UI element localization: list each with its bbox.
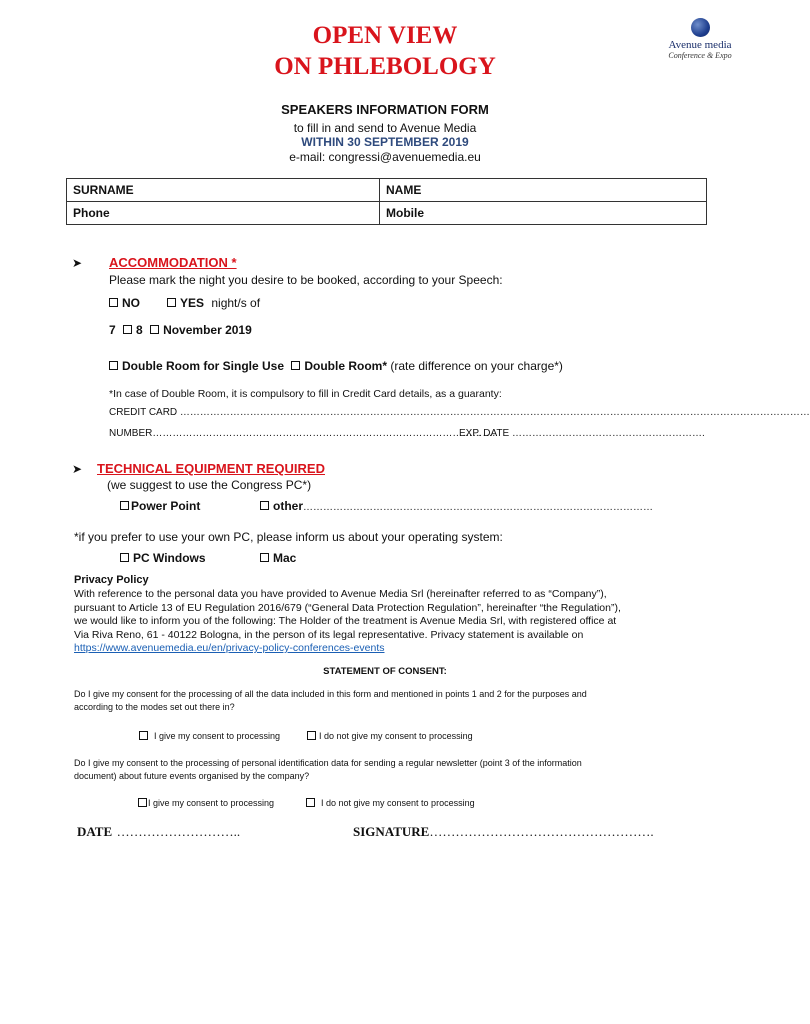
other-label: other (273, 499, 303, 513)
guaranty-note: *In case of Double Room, it is compulsory to fill in Credit Card details, as a guaranty: (109, 388, 502, 400)
form-instruction: to fill in and send to Avenue Media (293, 121, 477, 135)
event-title-line1: OPEN VIEW (312, 22, 458, 49)
yes-checkbox[interactable] (167, 298, 176, 307)
privacy-line: we would like to inform you of the following: The Holder of the treatment is Avenue Media Srl, with registered office at (74, 615, 617, 627)
q2-give-option[interactable] (138, 798, 274, 808)
consent-question-1 (74, 688, 587, 714)
signature-field[interactable] (353, 823, 654, 841)
exp-date-field[interactable]: EXP. DATE …………………………………………………. (459, 428, 705, 439)
month-year-label: November 2019 (163, 323, 252, 337)
q1-not-give-checkbox[interactable] (307, 731, 316, 740)
accommodation-prompt: Please mark the night you desire to be booked, according to your Speech: (109, 273, 503, 287)
double-single-checkbox[interactable] (109, 361, 118, 370)
technical-title: TECHNICAL EQUIPMENT REQUIRED (97, 461, 325, 476)
arrow-bullet-icon: ➤ (72, 462, 83, 476)
privacy-title: Privacy Policy (74, 574, 149, 586)
avenue-media-logo (650, 18, 750, 60)
signature-dots: ……………………………………………. (429, 824, 654, 839)
date-field[interactable] (77, 823, 240, 841)
power-point-option[interactable] (120, 499, 200, 513)
event-title-line2: ON PHLEBOLOGY (274, 53, 496, 80)
logo-name: Avenue media (668, 39, 732, 51)
q1-not-give-label: I do not give my consent to processing (319, 731, 473, 741)
pc-windows-checkbox[interactable] (120, 553, 129, 562)
q2-not-give-label: I do not give my consent to processing (321, 798, 475, 808)
consent-q2-line: Do I give my consent to the processing of personal identification data for sending a regular newsletter (point 3 of the information (74, 758, 582, 768)
day2-checkbox[interactable] (150, 325, 159, 334)
other-option[interactable] (260, 499, 653, 513)
form-deadline: WITHIN 30 SEPTEMBER 2019 (301, 135, 469, 149)
name-field[interactable]: NAME (380, 179, 707, 202)
accommodation-title: ACCOMMODATION * (109, 255, 237, 270)
mac-option[interactable] (260, 551, 296, 565)
nights-suffix: night/s of (211, 296, 261, 310)
arrow-bullet-icon: ➤ (72, 256, 83, 270)
surname-field[interactable]: SURNAME (67, 179, 380, 202)
power-point-checkbox[interactable] (120, 501, 129, 510)
night-no-option[interactable] (109, 296, 140, 310)
pc-windows-label: PC Windows (133, 551, 206, 565)
form-heading: SPEAKERS INFORMATION FORM (281, 102, 489, 117)
other-checkbox[interactable] (260, 501, 269, 510)
signature-label: SIGNATURE (353, 824, 430, 839)
power-point-label: Power Point (131, 499, 201, 513)
privacy-line: Via Riva Reno, 61 - 40122 Bologna, in the person of its legal representative. Privacy statement is available on (74, 628, 584, 641)
date-dots: ……………………….. (116, 824, 241, 839)
globe-icon (691, 18, 710, 37)
consent-title: STATEMENT OF CONSENT: (323, 666, 447, 677)
form-email: e-mail: congressi@avenuemedia.eu (289, 150, 481, 164)
yes-label: YES (180, 296, 205, 310)
q1-give-checkbox[interactable] (139, 731, 148, 740)
q2-give-checkbox[interactable] (138, 798, 147, 807)
day2-label: 8 (136, 323, 143, 337)
pc-windows-option[interactable] (120, 551, 206, 565)
mac-checkbox[interactable] (260, 553, 269, 562)
privacy-line: With reference to the personal data you have provided to Avenue Media Srl (hereinafter referred to as “Company”), (74, 588, 607, 600)
q1-give-option[interactable] (139, 731, 280, 741)
q1-give-label: I give my consent to processing (154, 731, 281, 741)
no-checkbox[interactable] (109, 298, 118, 307)
card-number-field[interactable]: NUMBER………………………………………………………………………………………….. (109, 428, 498, 439)
mobile-field[interactable]: Mobile (380, 202, 707, 225)
mac-label: Mac (273, 551, 297, 565)
other-dots: …………………………………………………………………………………………… (303, 502, 653, 513)
privacy-line: pursuant to Article 13 of EU Regulation 2016/679 (“General Data Protection Regulation”, hereinafter “the Regulation”), (74, 601, 621, 614)
no-label: NO (122, 296, 140, 310)
rate-note: (rate difference on your charge*) (390, 359, 563, 373)
consent-q1-line: according to the modes set out there in? (74, 702, 235, 712)
privacy-policy-link[interactable]: https://www.avenuemedia.eu/en/privacy-policy-conferences-events (74, 642, 385, 654)
consent-question-2 (74, 757, 582, 783)
own-pc-note: *if you prefer to use your own PC, please inform us about your operating system: (74, 530, 503, 544)
speaker-info-table (66, 178, 707, 225)
double-room-label: Double Room* (304, 359, 388, 373)
night-yes-option[interactable] (167, 296, 260, 310)
phone-field[interactable]: Phone (67, 202, 380, 225)
day1-label: 7 (109, 323, 116, 337)
consent-q2-line: document) about future events organised by the company? (74, 771, 310, 781)
q2-not-give-option[interactable] (306, 798, 475, 808)
logo-subtitle: Conference & Expo (668, 51, 732, 60)
q1-not-give-option[interactable] (307, 731, 473, 741)
double-room-checkbox[interactable] (291, 361, 300, 370)
consent-q1-line: Do I give my consent for the processing of all the data included in this form and mentioned in points 1 and 2 for the purposes and (74, 689, 587, 699)
q2-not-give-checkbox[interactable] (306, 798, 315, 807)
technical-suggest: (we suggest to use the Congress PC*) (107, 478, 312, 492)
room-type-row (109, 359, 563, 373)
date-label: DATE (77, 824, 113, 839)
double-single-label: Double Room for Single Use (122, 359, 285, 373)
privacy-text (74, 588, 621, 656)
dates-row (109, 323, 252, 337)
q2-give-label: I give my consent to processing (148, 798, 275, 808)
day1-checkbox[interactable] (123, 325, 132, 334)
credit-card-field[interactable]: CREDIT CARD ……………………………………………………………………………………………………………………………………………………………………… (109, 407, 810, 418)
